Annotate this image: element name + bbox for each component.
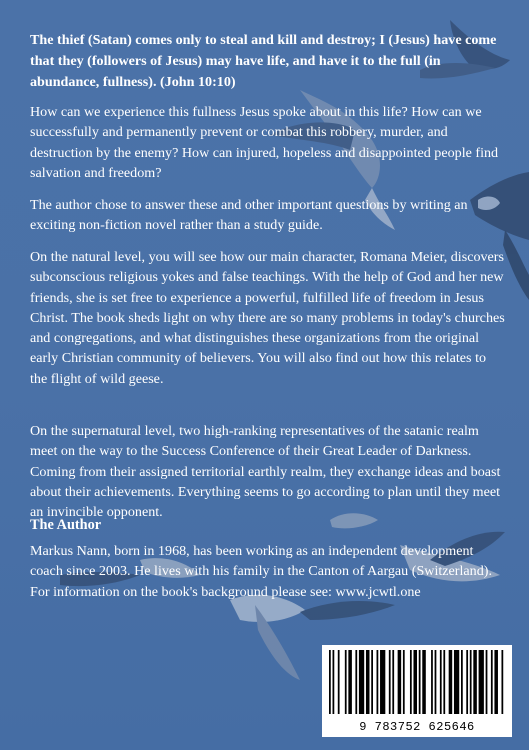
barcode-bar <box>466 650 468 714</box>
barcode-bar <box>348 650 352 714</box>
barcode-bar <box>435 650 437 714</box>
barcode-bar <box>338 650 340 714</box>
paragraph-natural-level: On the natural level, you will see how our main character, Romana Meier, discovers subconscious religious yokes and false teachings. With the help of God and her new friends, she is set free to experience a powerful, fulfilled life of freedom in Jesus Christ. The book sheds light on why there are so many problems in today's churches and congregations, and what distinguishes these organizations from the original early Christian community of believers. You will also find out how this relates to the flight of wild geese. <box>30 249 505 387</box>
barcode-bar <box>377 650 379 714</box>
barcode-bar <box>419 650 421 714</box>
barcode-bar <box>422 650 426 714</box>
paragraph-questions: How can we experience this fullness Jesus spoke about in this life? How can we successfully and permanently prevent or combat this robbery, murder, and destruction by the enemy? How can injured, hopeless and disappointed people find salvation and freedom? <box>30 104 499 181</box>
barcode-bars <box>329 650 505 714</box>
barcode-bar <box>398 650 402 714</box>
author-bio: Markus Nann, born in 1968, has been working as an independent development coach since 2003. He lives with his family in the Canton of Aargau (Switzerland). For information on the book's background please see: www.jcwtl.one <box>30 543 492 600</box>
barcode-bar <box>461 650 463 714</box>
barcode-bar <box>494 650 498 714</box>
barcode-bar <box>449 650 453 714</box>
barcode-bar <box>491 650 493 714</box>
barcode-bar <box>329 650 331 714</box>
paragraph-novel: The author chose to answer these and other important questions by writing an exciting non-fiction novel rather than a study guide. <box>30 197 468 234</box>
barcode-bar <box>371 650 373 714</box>
author-heading: The Author <box>30 517 102 533</box>
paragraph-supernatural-level: On the supernatural level, two high-ranking representatives of the satanic realm meet on the way to the Success Conference of their Great Leader of Darkness. Coming from their assigned territorial earthly realm, they exchange ideas and boast about their achievements. Everything seems to go according to plan until they meet an invincible opponent. <box>30 423 501 521</box>
barcode-bar <box>443 650 445 714</box>
barcode-bar <box>380 650 385 714</box>
barcode-bar <box>392 650 394 714</box>
barcode-bar <box>413 650 417 714</box>
isbn-number: 9 783752 625646 <box>359 720 475 734</box>
barcode-bar <box>431 650 433 714</box>
barcode-bar <box>355 650 357 714</box>
barcode-bar <box>440 650 442 714</box>
barcode-bar <box>501 650 503 714</box>
barcode-bar <box>479 650 484 714</box>
barcode-bar <box>359 650 364 714</box>
barcode-bar <box>470 650 472 714</box>
barcode-bar <box>410 650 412 714</box>
barcode-bar <box>454 650 459 714</box>
barcode-bar <box>403 650 405 714</box>
barcode-bar <box>473 650 477 714</box>
barcode-bar <box>333 650 335 714</box>
barcode-bar <box>366 650 370 714</box>
barcode-bar <box>486 650 488 714</box>
barcode-bar <box>345 650 347 714</box>
isbn-barcode <box>322 645 512 737</box>
bible-quote: The thief (Satan) comes only to steal and kill and destroy; I (Jesus) have come that they (followers of Jesus) may have life, and have it to the full (in abundance, fullness). (John 10:10) <box>30 32 497 91</box>
barcode-bar <box>389 650 391 714</box>
